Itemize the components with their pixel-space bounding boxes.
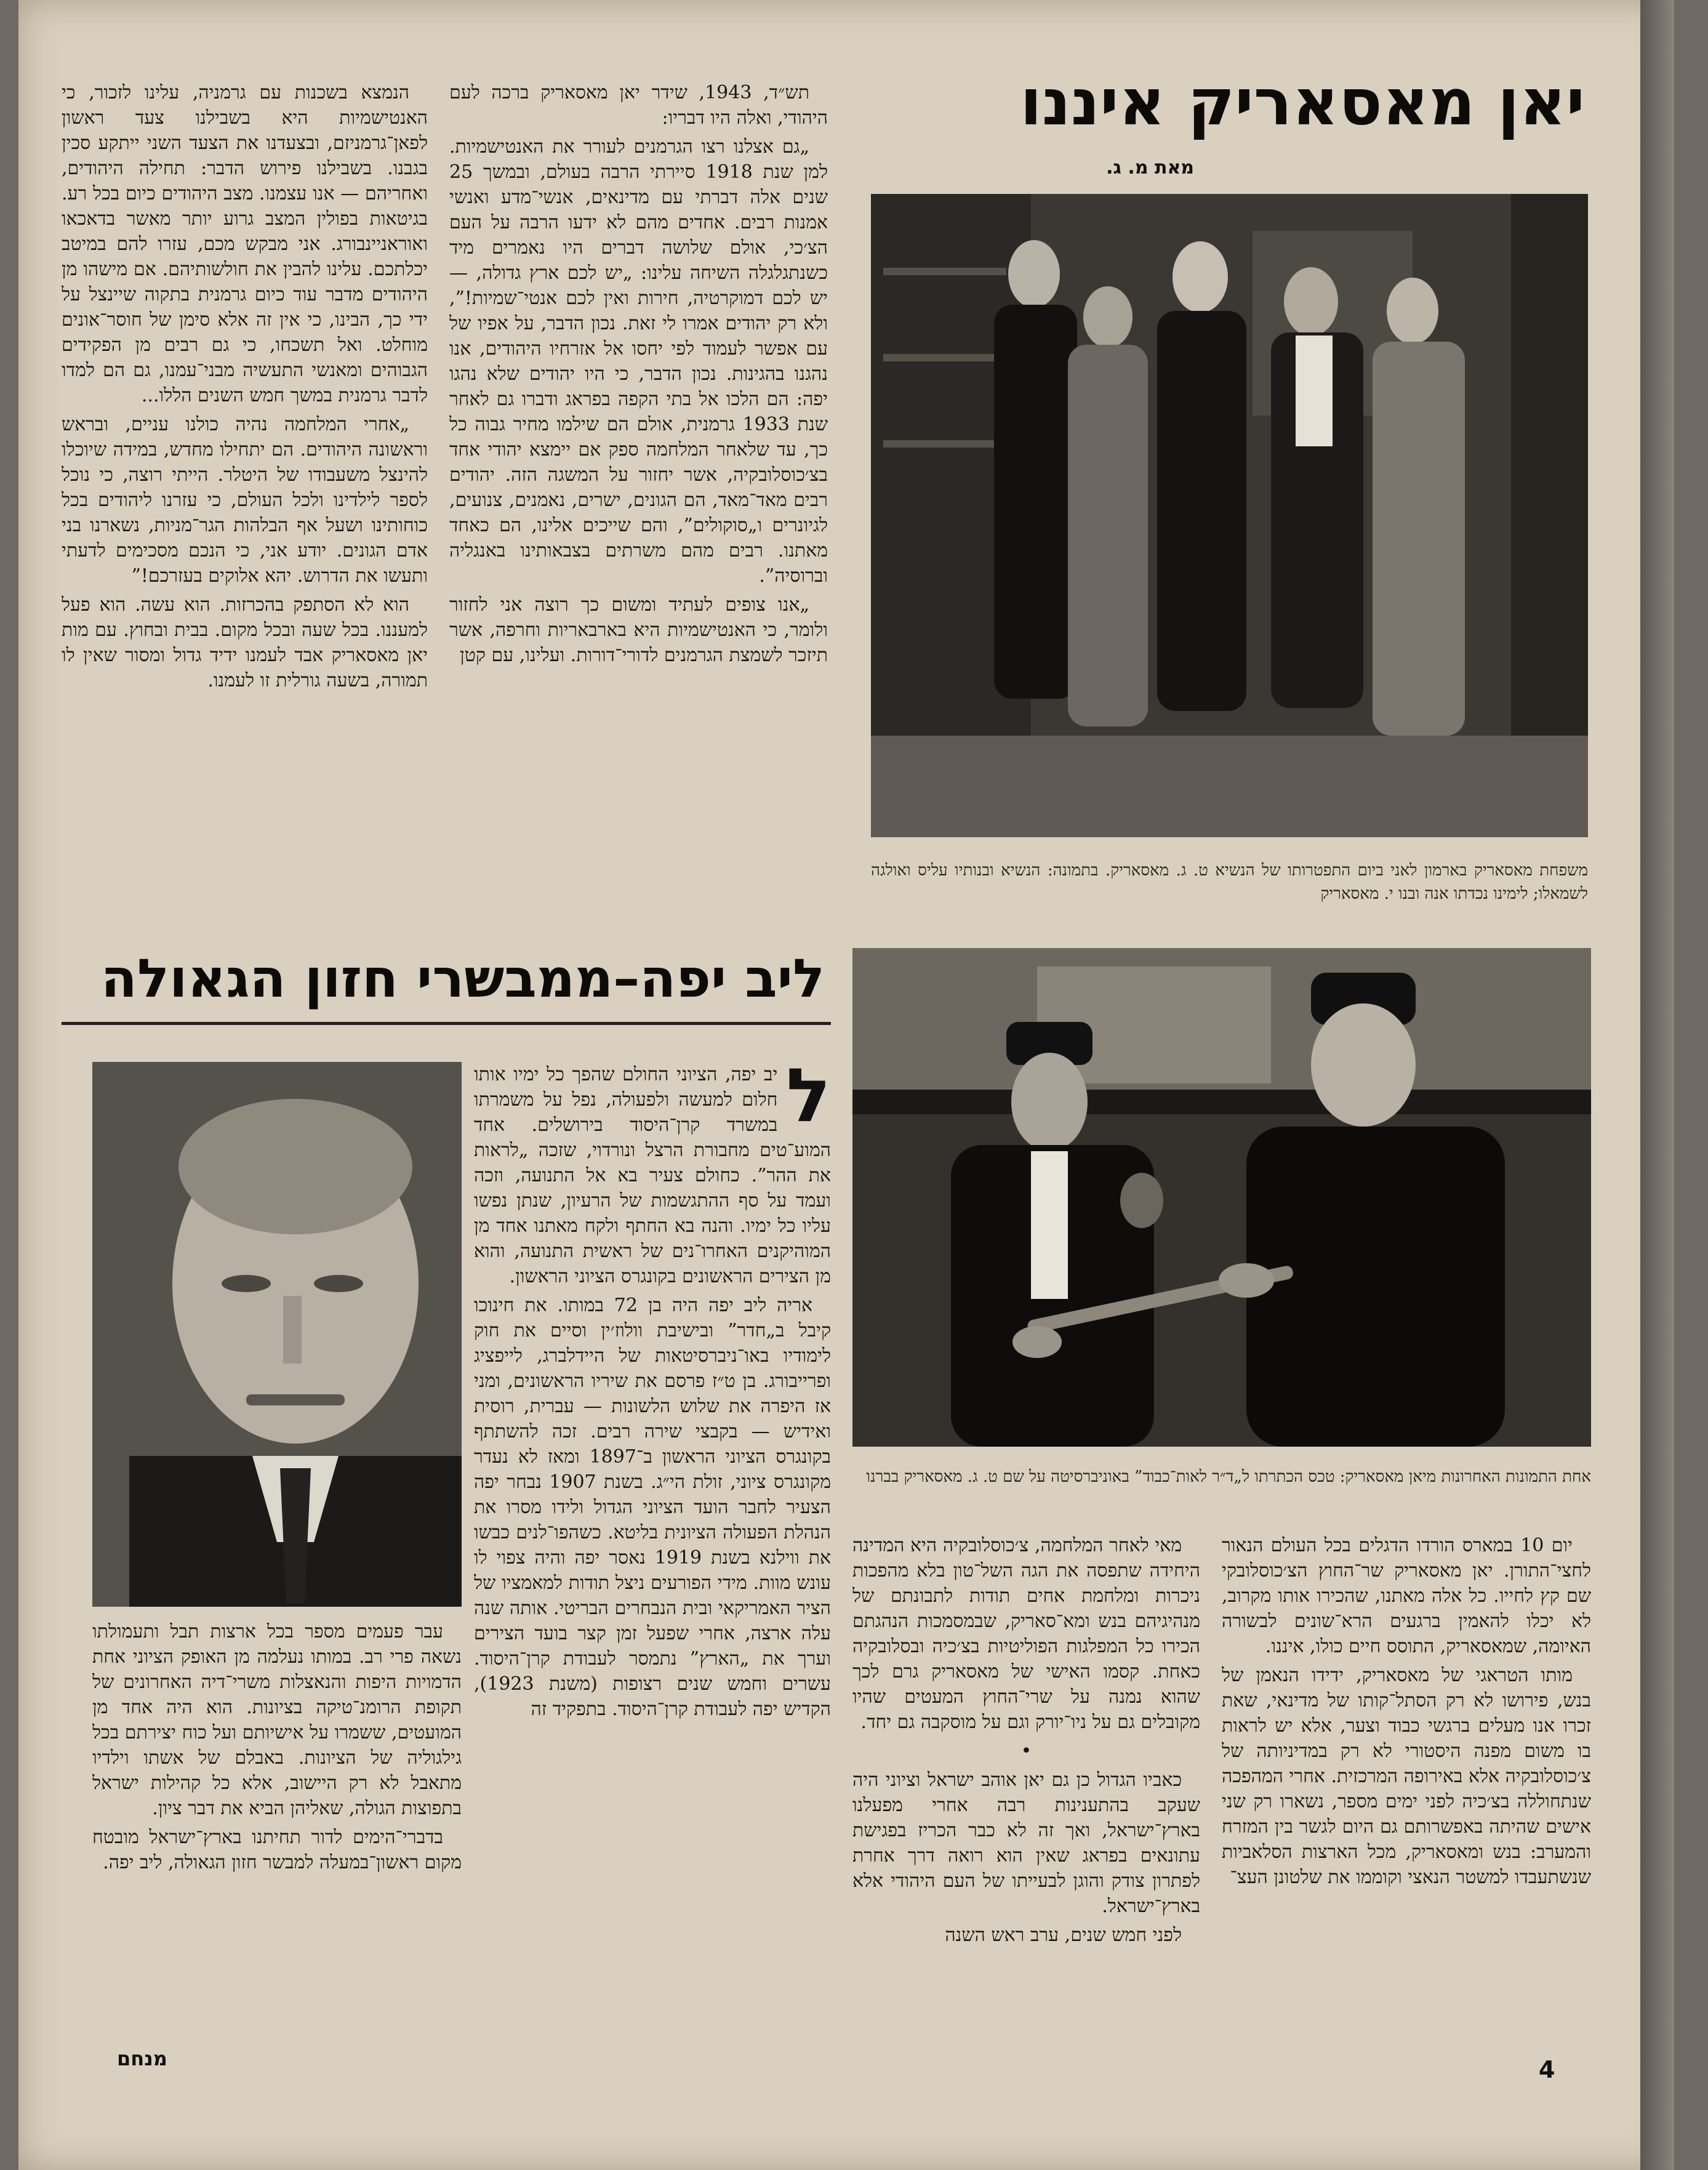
paragraph: „אחרי המלחמה נהיה כולנו עניים, ובראש וראשונה היהודים. הם יתחילו מחדש, במידה שיוכלו להינצל משעבודו של היטלר. הייתי רוצה, כי נוכל לספר לילדינו ולכל העולם, כי עזרנו ליהודים בכל כוחותינו ושעל אף הבלהות הגר־מניות, נשארנו בני אדם הגונים. יודע אני, כי הנכם מסכימים לדעתי ותעשו את הדרוש. יהא אלוקים בעזרכם!” bbox=[62, 414, 428, 587]
page-binding-edge bbox=[1640, 0, 1674, 2170]
article1-column-c bbox=[1222, 1533, 1591, 2118]
photo-masaryk-ceremony bbox=[852, 948, 1591, 1447]
paragraph: „אנו צופים לעתיד ומשום כך רוצה אני לחזור ולומר, כי האנטישמיות היא בארבאריות וחרפה, אשר תיזכר לשמצת הגרמנים לדורי־דורות. ועלינו, עם קטן bbox=[449, 594, 828, 666]
article1-column-d bbox=[852, 1533, 1200, 2118]
article2-column-e bbox=[474, 1062, 831, 2121]
paragraph: מאי לאחר המלחמה, צ׳כוסלובקיה היא המדינה היחידה שתפסה את הגה השל־טון בלא מהפכות ניכרות ומלחמת אחים תודות לתבונתם של מנהיגיהם בנש ומא־סאריק, שבמסמכות הנהגתם הכירו כל המפלגות הפוליטיות בצ׳כיה ובסלובקיה כאחת. קסמו האישי של מאסאריק גרם לכך שהוא נמנה על שרי־החוץ המעטים שהיו מקובלים גם על ניו־יורק וגם על מוסקבה גם יחד. bbox=[852, 1535, 1200, 1733]
signature: מנחם bbox=[117, 2047, 167, 2070]
article1-column-a bbox=[449, 80, 828, 985]
paragraph: יום 10 במארס הורדו הדגלים בכל העולם הנאור לחצי־התורן. יאן מאסאריק שר־החוץ הצ׳כוסלובקי שם קץ לחייו. כל אלה מאתנו, שהכירו אותו מקרוב, לא יכלו להאמין ברגעים הרא־שונים לבשורה האיומה, שמאסאריק, התוסס חיים כולו, איננו. bbox=[1222, 1535, 1591, 1657]
article-title-masaryk: יאן מאסאריק איננו bbox=[1020, 65, 1585, 140]
paragraph: תש״ד, 1943, שידר יאן מאסאריק ברכה לעם היהודי, ואלה היו דבריו: bbox=[449, 82, 828, 129]
article1-column-b bbox=[62, 80, 428, 985]
page-number: 4 bbox=[1539, 2056, 1555, 2083]
section-separator: • bbox=[1020, 1740, 1032, 1762]
paragraph: אריה ליב יפה היה בן 72 במותו. את חינוכו קיבל ב„חדר” ובישיבת וולוז׳ין וסיים את חוק לימודיו באו־ניברסיטאות של היידלברג, לייפציג ופרייבורג. בן ט״ז פרסם את שיריו הראשונים, ומני אז היפרה את שלוש הלשונות — עברית, רוסית ואידיש — בקבצי שירה רבים. זכה להשתתף בקונגרס הציוני הראשון ב־1897 ומאז לא נעדר מקונגרס ציוני, זולת הי״ג. בשנת 1907 נבחר יפה הצעיר לחבר הועד הציוני הגדול ולידו מסרו את הנהלת הפעולה הציונית בליטא. כשהפו־לנים כבשו את ווילנא בשנת 1919 נאסר יפה והיה צפוי לו עונש מוות. מידי הפורעים ניצל תודות למאמציו של הציר האמריקאי ובית הנבחרים הבריטי. אותה שנה עלה ארצה, אחרי שפעל זמן קצר בועד הצירים וערך את „הארץ” נתמסר לעבודת קרן־היסוד. עשרים וחמש שנים רצופות (משנת 1923), הקדיש יפה לעבודת קרן־היסוד. בתפקיד זה bbox=[474, 1295, 831, 1720]
paragraph: הנמצא בשכנות עם גרמניה, עלינו לזכור, כי האנטישמיות היא בשבילנו צעד ראשון לפאן־גרמניזם, ובצעדנו את הצעד השני ייתקע סכין בגבנו. בשבילנו פירוש הדבר: תחילה היהודים, ואחריהם — אנו עצמנו. מצב היהודים כיום בכל רע. בגיטאות בפולין המצב גרוע יותר מאשר בדאכאו ואוראניינבורג. אני מבקש מכם, עזרו להם במיטב יכלתכם. עלינו להבין את חולשותיהם. אם מישהו מן היהודים מדבר עוד כיום גרמנית בתקוה שיינצל על ידי כך, הבינו, כי אין זה אלא סימן של חוסר־אונים מוחלט. ואל תשכחו, כי גם רבים מן הפקידים הגבוהים ומאנשי התעשיה מבני־עמנו, גם הם למדו לדבר גרמנית במשך חמש השנים הללו... bbox=[62, 82, 428, 406]
paragraph: הוא לא הסתפק בהכרזות. הוא עשה. הוא פעל למעננו. בכל שעה ובכל מקום. בבית ובחוץ. עם מות יאן מאסאריק אבד לעמנו ידיד גדול ומסור שאין לו תמורה, בשעה גורלית זו לעמנו. bbox=[62, 594, 428, 691]
paragraph bbox=[474, 1062, 831, 1289]
photo-liv-yaffe-portrait bbox=[92, 1062, 462, 1607]
paragraph: כאביו הגדול כן גם יאן אוהב ישראל וציוני היה שעקב בהתענינות רבה אחרי מפעלנו בארץ־ישראל, ואך זה לא כבר הכריז בפגישת עתונאים בפראג שאין הוא רואה דרך אחרת לפתרון צודק והוגן לבעייתו של העם היהודי אלא בארץ־ישראל. bbox=[852, 1769, 1200, 1917]
paragraph: „גם אצלנו רצו הגרמנים לעורר את האנטישמיות. למן שנת 1918 סיירתי הרבה בעולם, ובמשך 25 שנים אלה דברתי עם מדינאים, אנשי־מדע ואנשי אמנות רבים. אחדים מהם לא ידעו הרבה על העם הצ׳כי, אולם שלושה דברים היו נאמרים מיד כשנתגלגלה השיחה עלינו: „יש לכם ארץ גדולה, — יש לכם דמוקרטיה, חירות ואין לכם אנטי־שמיות!”, ולא רק יהודים אמרו לי זאת. נכון הדבר, על אפיו של עם אפשר לעמוד לפי יחסו אל אזרחיו היהודים, אנו נהגנו בהגינות. נכון הדבר, כי היו יהודים שלא נהגו יפה: הם הלכו אל בתי הקפה בפראג ודברו גם לאחר שנת 1933 גרמנית, אולם הם שילמו מחיר גבוה כל כך, עד שלאחר המלחמה ספק אם יימצא יהודי אחד בצ׳כוסלובקיה, אשר יחזור על המשגה הזה. יהודים רבים מאד־מאד, הם הגונים, ישרים, נאמנים, צנועים, לגיונרים ו„סוקולים”, והם שייכים אלינו, הם כאחד מאתנו. רבים מהם משרתים בצבאותינו באנגליה וברוסיה”. bbox=[449, 136, 828, 587]
photo-masaryk-family bbox=[871, 194, 1588, 837]
magazine-page bbox=[18, 0, 1674, 2170]
photo1-caption: משפחת מאסאריק בארמון לאני ביום התפטרותו של הנשיא ט. ג. מאסאריק. בתמונה: הנשיא ובנותיו עליס ואולגה לשמאלו; לימינו נכדתו אנה ובנו י. מאסאריק bbox=[871, 861, 1588, 903]
paragraph: בדברי־הימים לדור תחיתנו בארץ־ישראל מובטח מקום ראשון־במעלה למבשר חזון הגאולה, ליב יפה. bbox=[92, 1826, 462, 1873]
photo2-caption: אחת התמונות האחרונות מיאן מאסאריק: טכס הכתרתו ל„ד״ר לאות־כבוד” באוניברסיטה על שם ט. ג. מאסאריק בברנו bbox=[866, 1468, 1591, 1486]
paragraph: עבר פעמים מספר בכל ארצות תבל ותעמולתו נשאה פרי רב. במותו נעלמה מן האופק הציוני אחת הדמויות היפות והנאצלות משרי־דיה האחרונים של תקופת הרומנ־טיקה בציונות. הוא היה אחד מן המועטים, ששמרו על אישיותם ועל כוח יצירתם בכל גילגוליה של הציונות. באבלם של אשתו וילדיו מתאבל לא רק היישוב, אלא כל קהילות ישראל בתפוצות הגולה, שאליהן הביא את דבר ציון. bbox=[92, 1621, 462, 1819]
paragraph: מותו הטראגי של מאסאריק, ידידו הנאמן של בנש, פירושו לא רק הסתל־קותו של מדינאי, שאת זכרו אנו מעלים ברגשי כבוד וצער, אלא יש לראות בו משום מפנה היסטורי לא רק במדיניותה של צ׳כוסלובקיה אלא באירופה המרכזית. אחרי המהפכה שנתחוללה בצ׳כיה לפני ימים מספר, נשארו רק שני אישים שהיתה באפשרותם גם היום לגשר בין המזרח והמערב: בנש ומאסאריק, מכל הארצות הסלאביות שנשתעבדו למשטר הנאצי וקוממו את שלטונן העצ־ bbox=[1222, 1665, 1591, 1888]
paragraph: לפני חמש שנים, ערב ראש השנה bbox=[945, 1924, 1182, 1946]
title-underline bbox=[62, 1022, 831, 1025]
byline: מאת מ. ג. bbox=[1106, 157, 1194, 179]
article2-column-f bbox=[92, 1619, 462, 2099]
drop-cap: ל bbox=[786, 1062, 831, 1139]
paragraph-text: יב יפה, הציוני החולם שהפך כל ימיו אותו חלום למעשה ולפעולה, נפל על משמרתו במשרד קרן־היסוד בירושלים. אחד המוע־טים מחבורת הרצל ונורדוי, שזכה „לראות את ההר”. כחולם צעיר בא אל התנועה, וזכה ועמד על סף ההתגשמות של הרעיון, שנתן נפשו עליו כל ימיו. והנה בא החתף ולקח מאתנו אחד מן המוהיקנים האחרו־נים של ראשית התנועה, והוא מן הצירים הראשונים בקונגרס הציוני הראשון. bbox=[474, 1064, 831, 1287]
article-title-liv-yaffe: ליב יפה–ממבשרי חזון הגאולה bbox=[100, 948, 825, 1010]
